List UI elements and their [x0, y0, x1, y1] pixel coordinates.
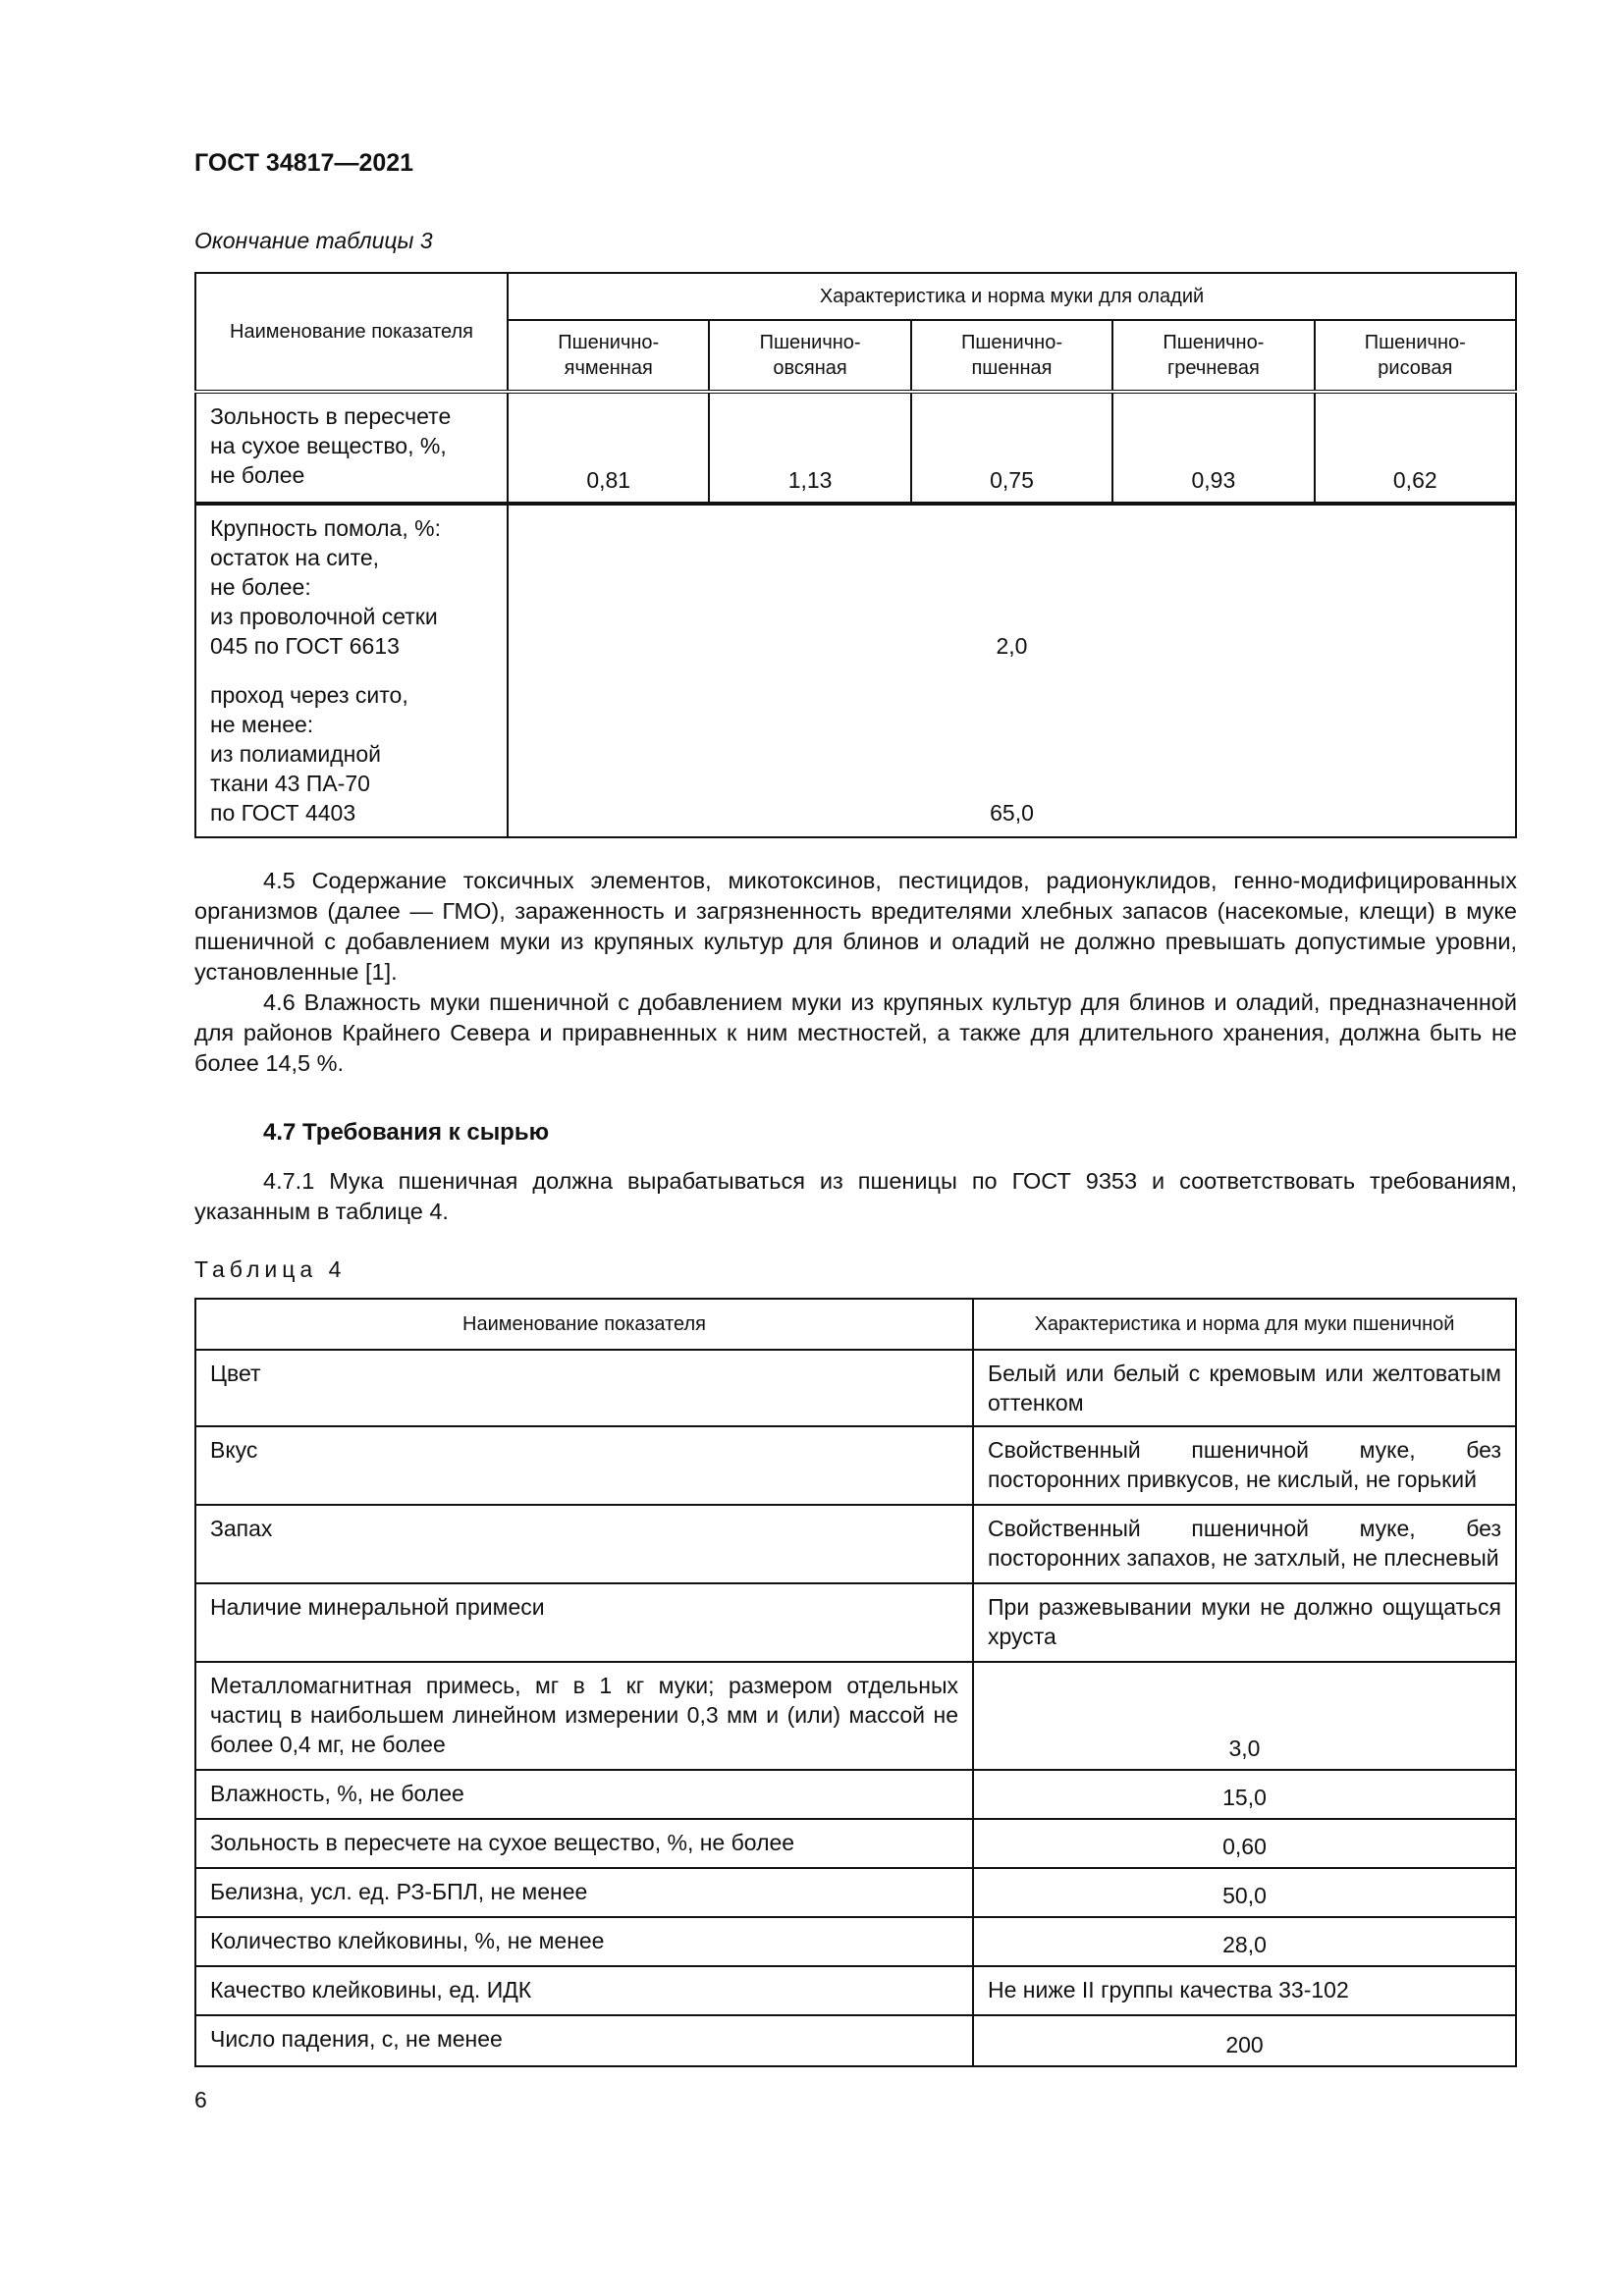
cell-value: Свойственный пшеничной муке, без посторонних привкусов, не кислый, не горький — [973, 1426, 1516, 1505]
row-name: Качество клейковины, ед. ИДК — [195, 1966, 973, 2015]
table-row — [195, 1426, 1516, 1505]
cell-value: 0,75 — [911, 392, 1112, 504]
row-name: Наличие минеральной примеси — [195, 1583, 973, 1662]
cell-value: 0,81 — [508, 392, 709, 504]
row-name: Белизна, усл. ед. РЗ-БПЛ, не менее — [195, 1868, 973, 1917]
document-code: ГОСТ 34817—2021 — [194, 149, 414, 177]
row-name: Цвет — [195, 1350, 973, 1426]
row-name: Крупность помола, %: остаток на сите, не более: из проволочной сетки 045 по ГОСТ 6613 проход через сито, не менее: из полиамидной ткани 43 ПА-70 по ГОСТ 4403 — [195, 504, 508, 837]
row-name: Зольность в пересчете на сухое вещество, %, не более — [195, 392, 508, 504]
cell-value: Белый или белый с кремовым или желтоватым оттенком — [973, 1350, 1516, 1426]
paragraph-4-7-1: 4.7.1 Мука пшеничная должна вырабатываться из пшеницы по ГОСТ 9353 и соответствовать требованиям, указанным в таблице 4. — [194, 1168, 1517, 1224]
cell-value: 0,60 — [973, 1819, 1516, 1868]
cell-value: При разжевывании муки не должно ощущаться хруста — [973, 1583, 1516, 1662]
cell-value: Не ниже II группы качества 33-102 — [973, 1966, 1516, 2015]
row-name: Запах — [195, 1505, 973, 1583]
body-text — [194, 866, 1517, 1079]
row-name: Металломагнитная примесь, мг в 1 кг муки; размером отдельных частиц в наибольшем линейном измерении 0,3 мм и (или) массой не более 0,4 мг, не более — [195, 1662, 973, 1770]
cell-value: 50,0 — [973, 1868, 1516, 1917]
row-name: Влажность, %, не более — [195, 1770, 973, 1819]
cell-value: 0,93 — [1112, 392, 1314, 504]
column-header: Наименование показателя — [195, 1299, 973, 1350]
column-header: Пшенично- гречневая — [1112, 320, 1314, 392]
cell-value: 200 — [973, 2015, 1516, 2066]
section-heading: 4.7 Требования к сырью — [263, 1119, 550, 1146]
column-header: Пшенично- пшенная — [911, 320, 1112, 392]
paragraph-4-6: 4.6 Влажность муки пшеничной с добавлением муки из крупяных культур для блинов и оладий, предназначенной для районов Крайнего Севера и приравненных к ним местностей, а также для длительного хранения, должна быть не более 14,5 %. — [194, 989, 1517, 1076]
row-name: Вкус — [195, 1426, 973, 1505]
column-header-name: Наименование показателя — [195, 273, 508, 392]
table4-caption: Таблица 4 — [194, 1256, 347, 1282]
cell-value: 15,0 — [973, 1770, 1516, 1819]
table-row — [195, 1966, 1516, 2015]
cell-value: Свойственный пшеничной муке, без посторонних запахов, не затхлый, не плесневый — [973, 1505, 1516, 1583]
paragraph-4-5: 4.5 Содержание токсичных элементов, микотоксинов, пестицидов, радионуклидов, генно-модифицированных организмов (далее — ГМО), зараженность и загрязненность вредителями хлебных запасов (насекомые, клещи) в муке пшеничной с добавлением муки из крупяных культур для блинов и оладий не должно превышать допустимые уровни, установленные [1]. — [194, 868, 1517, 985]
cell-value: 1,13 — [709, 392, 910, 504]
table-row — [195, 1662, 1516, 1770]
table-row — [195, 1770, 1516, 1819]
column-header: Пшенично- овсяная — [709, 320, 910, 392]
column-header: Пшенично- ячменная — [508, 320, 709, 392]
row-name: Зольность в пересчете на сухое вещество, %, не более — [195, 1819, 973, 1868]
merged-value-cell — [508, 504, 1516, 837]
table-row — [195, 1583, 1516, 1662]
table-row — [195, 1505, 1516, 1583]
page-number: 6 — [194, 2087, 207, 2112]
table-row — [195, 1868, 1516, 1917]
cell-value: 0,62 — [1315, 392, 1516, 504]
table-4 — [194, 1298, 1517, 2067]
row-name: Количество клейковины, %, не менее — [195, 1917, 973, 1966]
cell-value: 3,0 — [973, 1662, 1516, 1770]
table-3 — [194, 272, 1517, 838]
table-row — [195, 1917, 1516, 1966]
table3-caption: Окончание таблицы 3 — [194, 228, 433, 253]
cell-value: 28,0 — [973, 1917, 1516, 1966]
row-name: Число падения, с, не менее — [195, 2015, 973, 2066]
table-row — [195, 1350, 1516, 1426]
table-row — [195, 504, 1516, 837]
body-text — [194, 1166, 1517, 1227]
column-header: Характеристика и норма для муки пшеничной — [973, 1299, 1516, 1350]
table-row — [195, 1819, 1516, 1868]
table-row — [195, 2015, 1516, 2066]
table-row — [195, 392, 1516, 504]
column-header: Пшенично- рисовая — [1315, 320, 1516, 392]
group-header: Характеристика и норма муки для оладий — [508, 273, 1516, 320]
cell-value: 65,0 — [990, 800, 1034, 826]
cell-value: 2,0 — [996, 633, 1028, 659]
